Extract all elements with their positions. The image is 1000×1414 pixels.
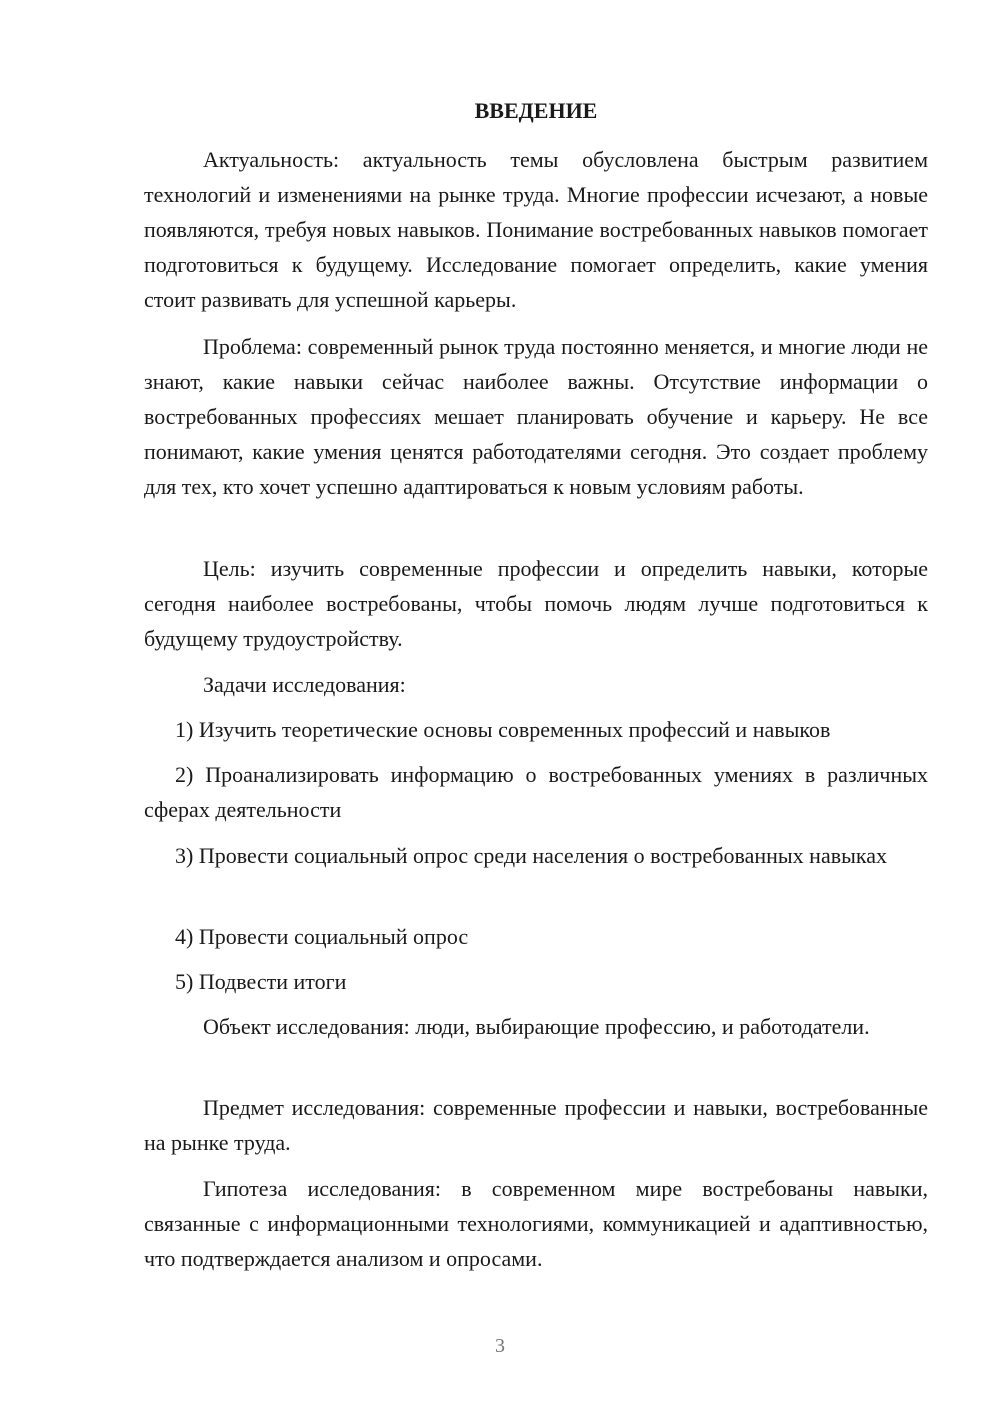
task-item-1: 1) Изучить теоретические основы современных профессий и навыков <box>175 717 831 742</box>
task-item-4: 4) Провести социальный опрос <box>175 924 469 949</box>
task-item-2: 2) Проанализировать информацию о востребованных умениях в различных сферах деятельности <box>144 762 928 822</box>
paragraph-goal: Цель: изучить современные профессии и определить навыки, которые сегодня наиболее востребованы, чтобы помочь людям лучше подготовиться к будущему трудоустройству. <box>144 556 928 651</box>
task-item-3: 3) Провести социальный опрос среди населения о востребованных навыках <box>175 843 887 868</box>
tasks-heading: Задачи исследования: <box>203 672 406 697</box>
section-title: ВВЕДЕНИЕ <box>474 98 598 123</box>
paragraph-object: Объект исследования: люди, выбирающие профессию, и работодатели. <box>203 1014 870 1039</box>
task-item-5: 5) Подвести итоги <box>175 969 347 994</box>
paragraph-hypothesis: Гипотеза исследования: в современном мире востребованы навыки, связанные с информационными технологиями, коммуникацией и адаптивностью, что подтверждается анализом и опросами. <box>144 1176 928 1271</box>
page-number: 3 <box>495 1335 505 1357</box>
paragraph-subject: Предмет исследования: современные профессии и навыки, востребованные на рынке труда. <box>144 1095 928 1155</box>
paragraph-problem: Проблема: современный рынок труда постоянно меняется, и многие люди не знают, какие навыки сейчас наиболее важны. Отсутствие информации о востребованных профессиях мешает планировать обучение и карьеру. Не все понимают, какие умения ценятся работодателями сегодня. Это создает проблему для тех, кто хочет успешно адаптироваться к новым условиям работы. <box>144 334 928 499</box>
paragraph-relevance: Актуальность: актуальность темы обусловлена быстрым развитием технологий и изменениями на рынке труда. Многие профессии исчезают, а новые появляются, требуя новых навыков. Понимание востребованных навыков помогает подготовиться к будущему. Исследование помогает определить, какие умения стоит развивать для успешной карьеры. <box>144 147 928 312</box>
